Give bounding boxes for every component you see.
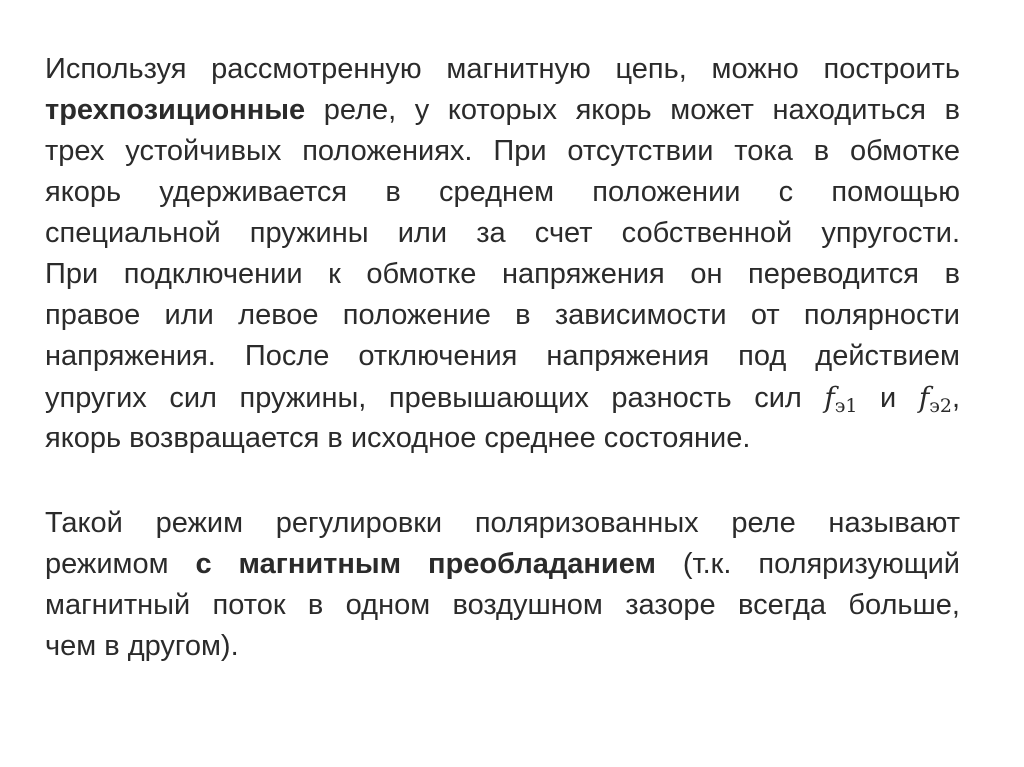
text-run: напряжения. После отключения напряжения под действием	[45, 340, 960, 372]
math-subscript: э1	[834, 395, 858, 417]
text-run: режимом	[45, 548, 196, 580]
text-run: реле, у которых якорь может находиться в	[305, 94, 960, 126]
text-line	[45, 626, 960, 667]
text-run: магнитный поток в одном воздушном зазоре всегда больше,	[45, 589, 960, 621]
text-line	[45, 585, 960, 626]
text-line	[45, 213, 960, 254]
text-line	[45, 503, 960, 544]
math-symbol	[824, 381, 858, 417]
text-line	[45, 90, 960, 131]
text-run: специальной пружины или за счет собственной упругости.	[45, 217, 960, 249]
text-line	[45, 49, 960, 90]
text-line	[45, 418, 960, 459]
paragraph-2	[45, 503, 960, 667]
paragraph-1	[45, 49, 960, 459]
text-run: При подключении к обмотке напряжения он переводится в	[45, 258, 960, 290]
text-run: правое или левое положение в зависимости от полярности	[45, 299, 960, 331]
bold-text-run: трехпозиционные	[45, 94, 306, 126]
text-line	[45, 295, 960, 336]
text-run: якорь возвращается в исходное среднее состояние.	[45, 422, 751, 454]
text-line	[45, 377, 960, 418]
math-symbol	[918, 381, 952, 417]
text-run: Используя рассмотренную магнитную цепь, можно построить	[45, 53, 960, 85]
math-variable: f	[824, 381, 835, 414]
text-run: чем в другом).	[45, 630, 239, 662]
text-line	[45, 336, 960, 377]
text-line	[45, 172, 960, 213]
text-run: упругих сил пружины, превышающих разность сил	[45, 382, 825, 414]
text-run: трех устойчивых положениях. При отсутствии тока в обмотке	[45, 135, 960, 167]
text-run: и	[857, 382, 919, 414]
text-run: (т.к. поляризующий	[655, 548, 960, 580]
text-line	[45, 254, 960, 295]
bold-text-run: с магнитным преобладанием	[195, 548, 656, 580]
text-line	[45, 544, 960, 585]
math-subscript: э2	[929, 395, 952, 417]
text-run: якорь удерживается в среднем положении с помощью	[45, 176, 960, 208]
math-variable: f	[918, 381, 930, 414]
text-line	[45, 131, 960, 172]
text-run: ,	[951, 382, 960, 414]
slide-text	[45, 49, 960, 667]
text-run: Такой режим регулировки поляризованных реле называют	[45, 507, 960, 539]
